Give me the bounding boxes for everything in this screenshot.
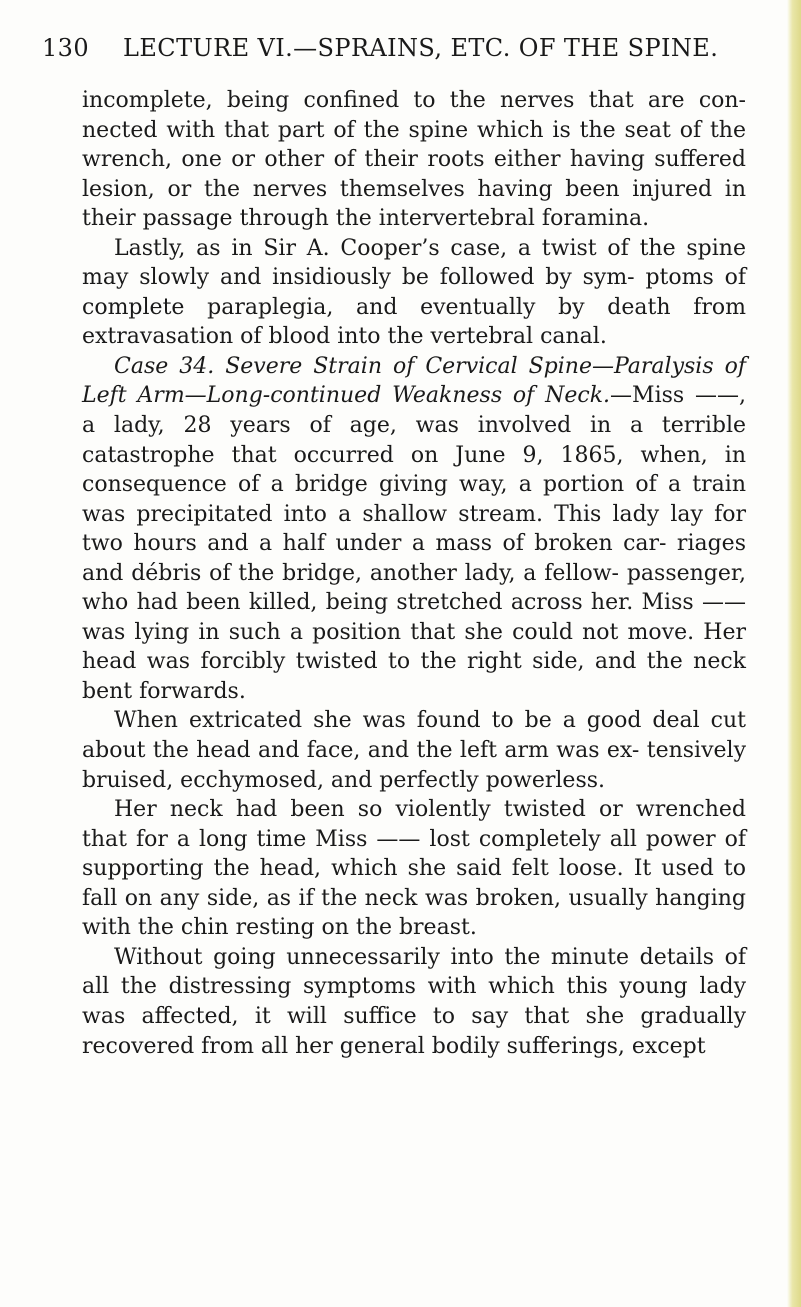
case-heading: Case 34. Severe Strain of Cervical Spine—Paralysis of Left Arm—Long-continued Weakness of Neck. xyxy=(82,353,746,409)
case-body: —Miss ——, a lady, 28 years of age, was involved in a terrible catastrophe that occurred on June 9, 1865, when, in consequence of a bridge giving way, a portion of a train was precipitated into a shallow stream. This lady lay for two hours and a half under a mass of broken car- riages and débris of the bridge, another lady, a fellow- passenger, who had been killed, being stretched across her. Miss —— was lying in such a position that she could not move. Her head was forcibly twisted to the right side, and the neck bent forwards. xyxy=(82,383,746,704)
page-edge-shadow xyxy=(787,0,801,1307)
paragraph-3 xyxy=(82,352,746,707)
paragraph-2: Lastly, as in Sir A. Cooper’s case, a twist of the spine may slowly and insidiously be followed by sym- ptoms of complete paraplegia, and eventually by death from extravasation of blood into the vertebral canal. xyxy=(82,235,746,350)
page-number: 130 xyxy=(42,34,90,62)
paragraph-5: Her neck had been so violently twisted or wrenched that for a long time Miss —— lost completely all power of supporting the head, which she said felt loose. It used to fall on any side, as if the neck was broken, usually hanging with the chin resting on the breast. xyxy=(82,797,746,941)
body-text xyxy=(82,86,746,1061)
running-title: LECTURE VI.—SPRAINS, ETC. OF THE SPINE. xyxy=(123,34,719,62)
paragraph-6: Without going unnecessarily into the minute details of all the distressing symptoms with which this young lady was affected, it will suffice to say that she gradually recovered from all her general bodily sufferings, except xyxy=(82,944,746,1059)
paragraph-1: incomplete, being confined to the nerves that are con- nected with that part of the spine which is the seat of the wrench, one or other of their roots either having suffered lesion, or the nerves themselves having been injured in their passage through the intervertebral foramina. xyxy=(82,88,746,232)
running-header xyxy=(42,34,742,70)
paragraph-4: When extricated she was found to be a good deal cut about the head and face, and the left arm was ex- tensively bruised, ecchymosed, and perfectly powerless. xyxy=(82,708,746,793)
